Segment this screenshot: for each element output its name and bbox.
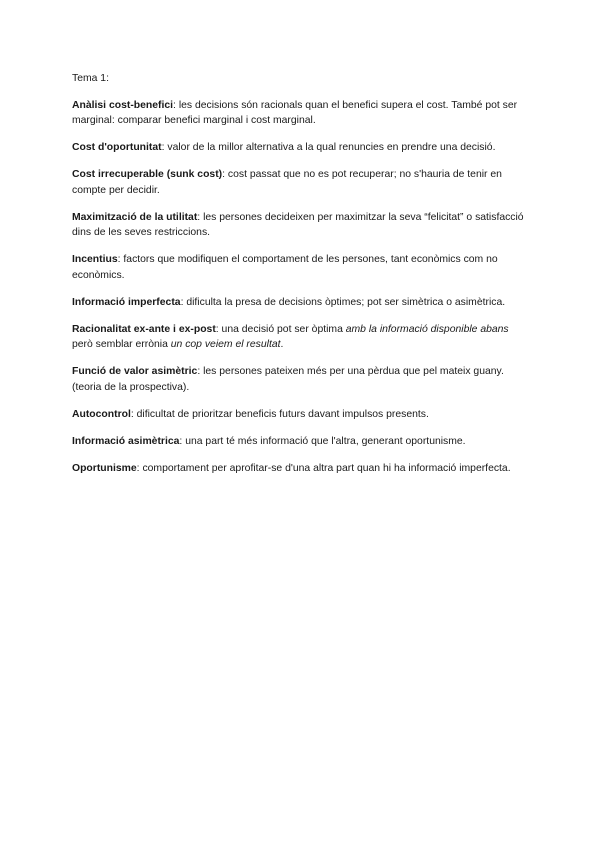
definition-utility-maximization — [72, 210, 532, 241]
term-label: Oportunisme — [72, 462, 137, 474]
definition-asymmetric-information — [72, 434, 532, 450]
term-label: Autocontrol — [72, 408, 131, 420]
definition-text: : una part té més informació que l'altra, generant oportunisme. — [179, 435, 466, 447]
definition-text: : una decisió pot ser òptima — [215, 323, 346, 335]
term-label: Cost d'oportunitat — [72, 142, 162, 153]
definition-text: però semblar errònia — [72, 339, 171, 350]
emphasis-text: amb la informació disponible abans — [345, 323, 509, 335]
definition-imperfect-information — [72, 295, 532, 311]
term-label: Funció de valor asimètric — [72, 366, 198, 377]
term-label: Racionalitat ex-ante i ex-post — [72, 323, 216, 335]
definition-asymmetric-value-function — [72, 364, 532, 395]
definition-sunk-cost — [72, 167, 532, 198]
definition-text: : factors que modifiquen el comportament de les persones, tant econòmics com no econòmics. — [72, 254, 498, 281]
emphasis-text: un cop veiem el resultat — [170, 339, 281, 350]
term-label: Cost irrecuperable (sunk cost) — [72, 169, 223, 180]
document-heading: Tema 1: — [72, 73, 109, 84]
term-label: Anàlisi cost-benefici — [72, 99, 174, 111]
definition-cost-benefit-analysis — [72, 98, 532, 129]
term-label: Informació imperfecta — [72, 296, 181, 308]
definition-text: : dificulta la presa de decisions òptimes; pot ser simètrica o asimètrica. — [180, 296, 506, 308]
definition-ex-ante-ex-post-rationality — [72, 322, 532, 353]
definition-text: : comportament per aprofitar-se d'una altra part quan hi ha informació imperfecta. — [136, 462, 511, 474]
document-page — [72, 71, 532, 488]
definition-opportunism — [72, 461, 532, 477]
definition-self-control — [72, 407, 532, 423]
definition-text: : les decisions són racionals quan el benefici supera el cost. També pot ser marginal: comparar benefici marginal i cost marginal. — [72, 99, 518, 126]
term-label: Maximització de la utilitat — [72, 211, 198, 223]
definition-incentives — [72, 252, 532, 283]
definition-text: : les persones decideixen per maximitzar la seva “felicitat” o satisfacció dins de les seves restriccions. — [72, 211, 524, 238]
definition-text: : dificultat de prioritzar beneficis futurs davant impulsos presents. — [130, 408, 429, 420]
definition-text: . — [280, 339, 284, 350]
definition-opportunity-cost — [72, 140, 532, 156]
term-label: Informació asimètrica — [72, 435, 180, 447]
definition-text: : valor de la millor alternativa a la qual renuncies en prendre una decisió. — [161, 142, 496, 153]
definition-text: : cost passat que no es pot recuperar; no s'hauria de tenir en compte per decidir. — [72, 169, 502, 196]
term-label: Incentius — [72, 254, 118, 265]
definition-text: : les persones pateixen més per una pèrdua que pel mateix guany. (teoria de la prospectiva). — [72, 366, 504, 393]
